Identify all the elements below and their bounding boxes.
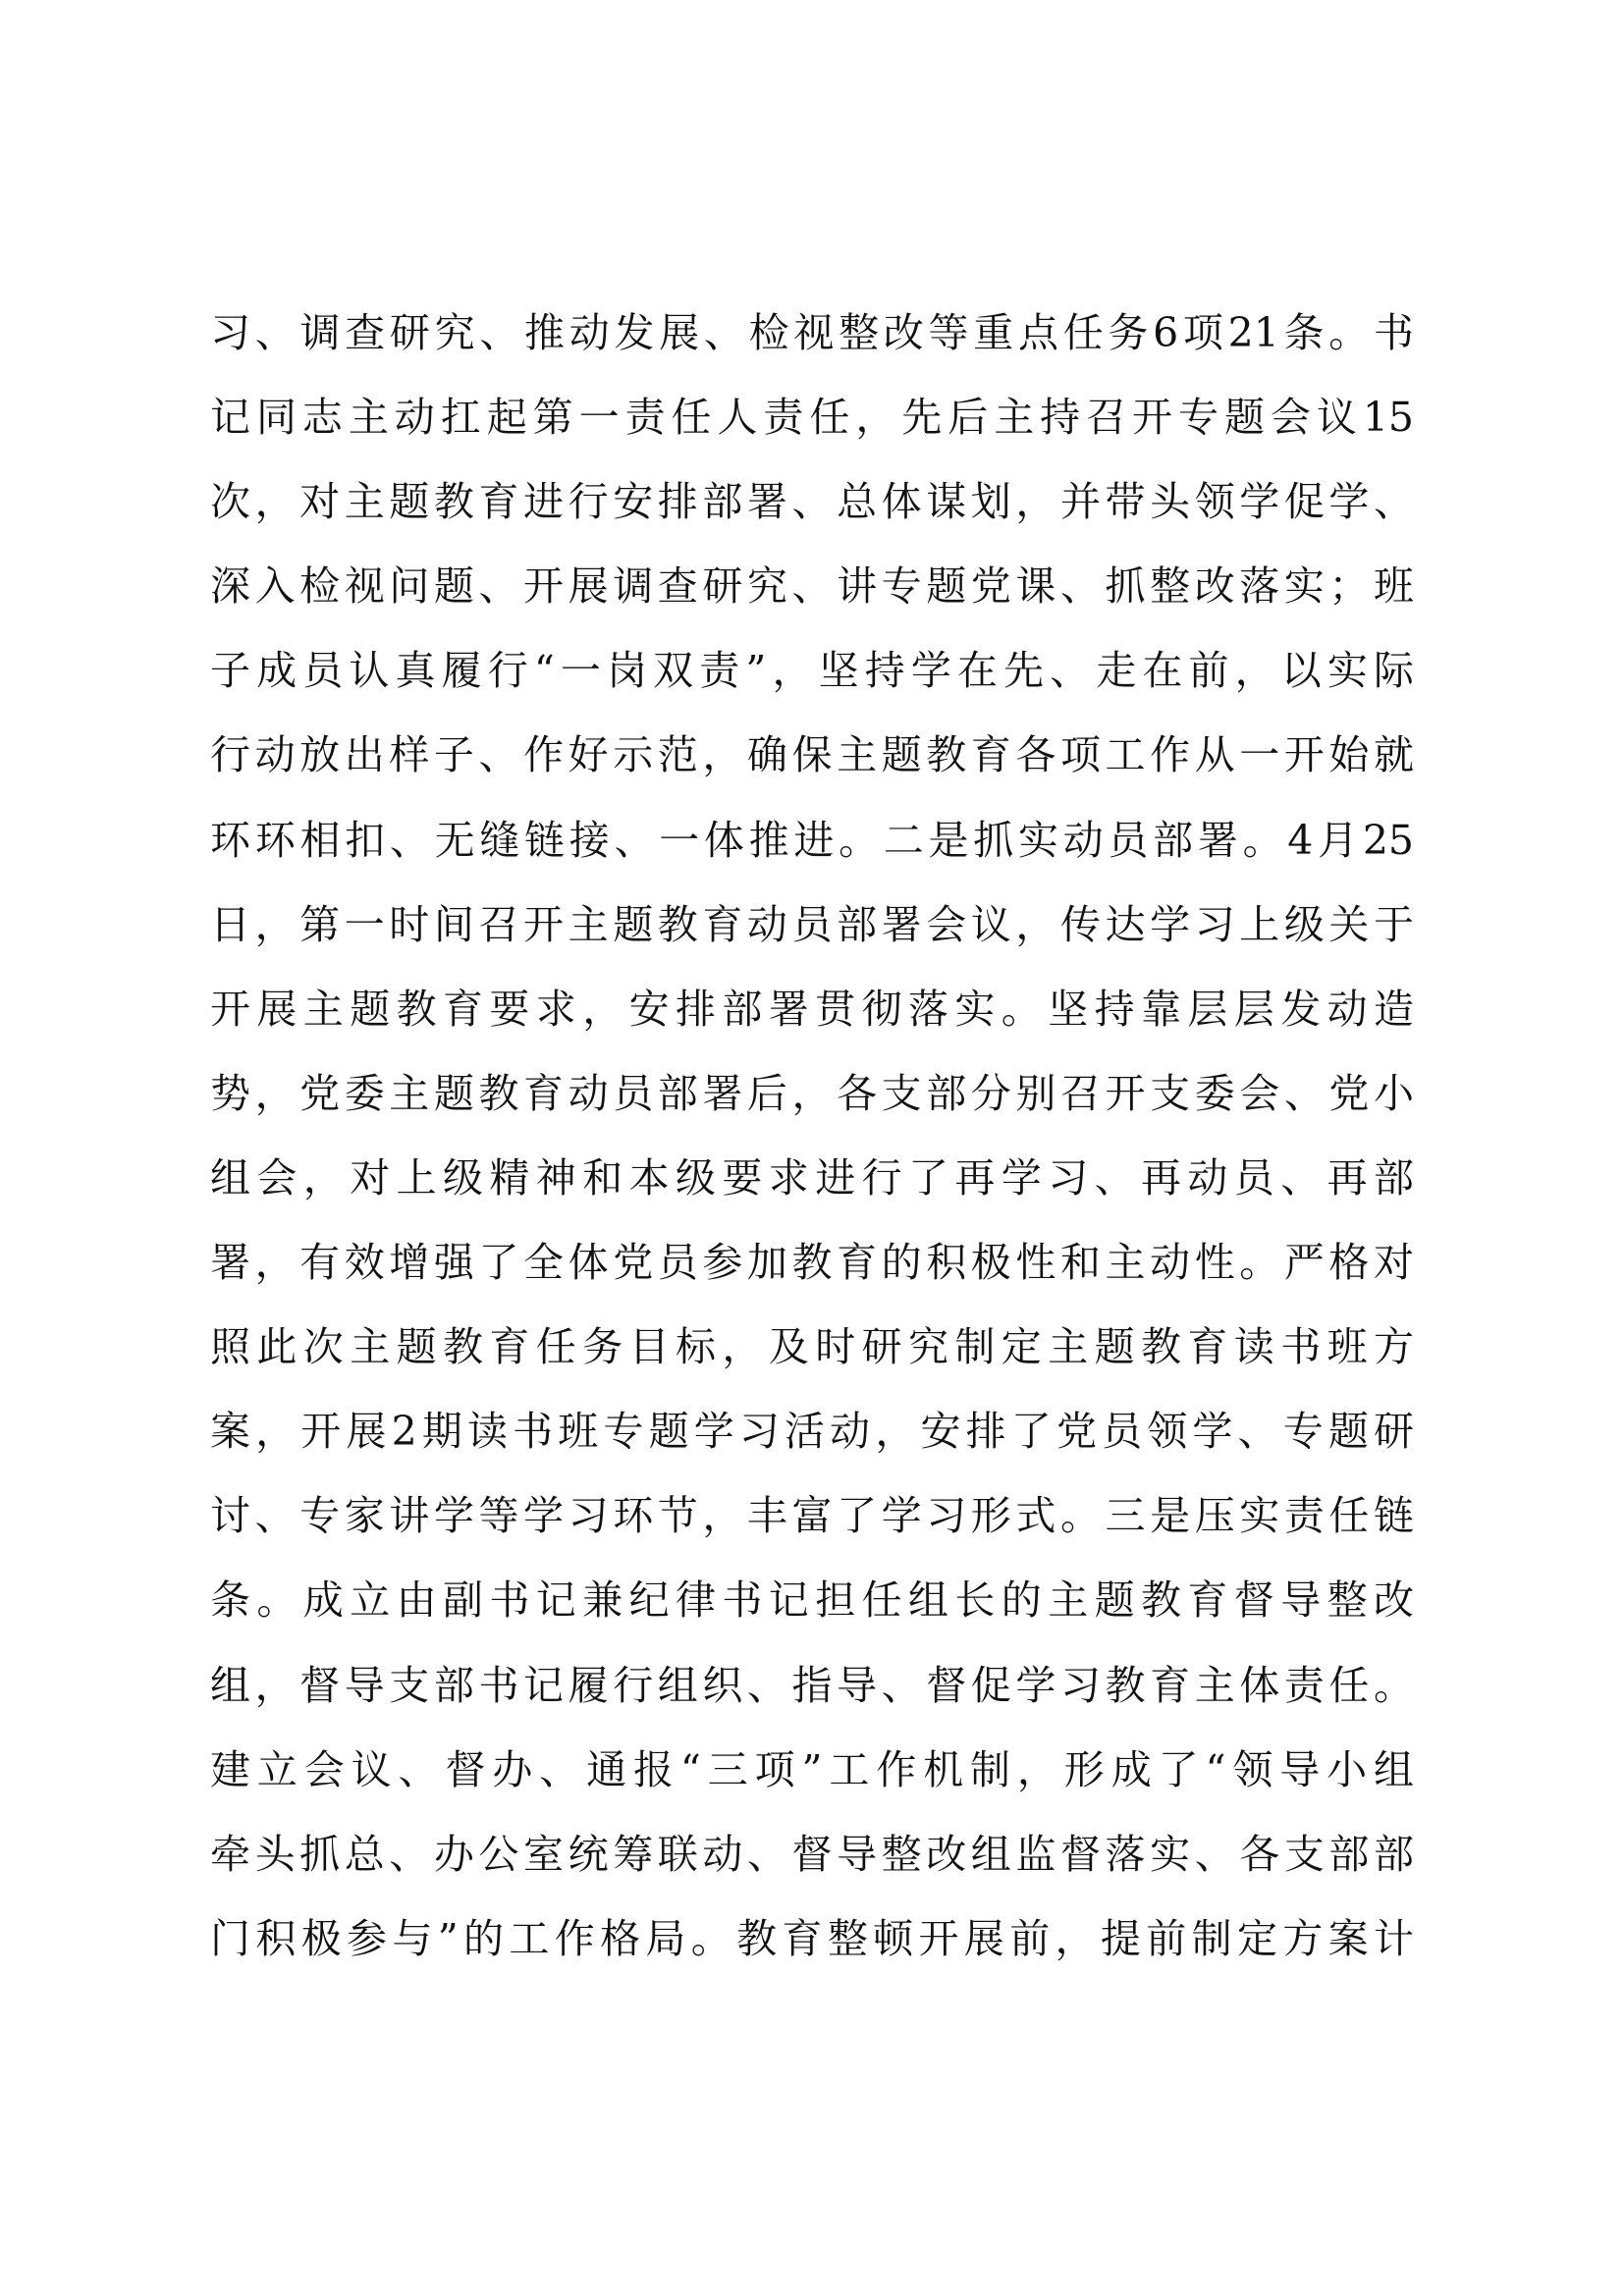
text-line-13: 照此次主题教育任务目标，及时研究制定主题教育读书班方 — [210, 1323, 1414, 1371]
text-line-7: 环环相扣、无缝链接、一体推进。二是抓实动员部署。4月25 — [210, 816, 1414, 864]
text-line-18: 建立会议、督办、通报“三项”工作机制，形成了“领导小组 — [210, 1745, 1414, 1793]
text-line-17: 组，督导支部书记履行组织、指导、督促学习教育主体责任。 — [210, 1661, 1414, 1709]
text-line-4: 深入检视问题、开展调查研究、讲专题党课、抓整改落实；班 — [210, 562, 1414, 611]
text-line-15: 讨、专家讲学等学习环节，丰富了学习形式。三是压实责任链 — [210, 1492, 1414, 1540]
text-line-2: 记同志主动扛起第一责任人责任，先后主持召开专题会议15 — [210, 394, 1414, 442]
body-paragraph — [210, 291, 1414, 1981]
text-line-16: 条。成立由副书记兼纪律书记担任组长的主题教育督导整改 — [210, 1576, 1414, 1625]
text-line-8: 日，第一时间召开主题教育动员部署会议，传达学习上级关于 — [210, 900, 1414, 948]
text-line-3: 次，对主题教育进行安排部署、总体谋划，并带头领学促学、 — [210, 478, 1414, 526]
text-line-19: 牵头抓总、办公室统筹联动、督导整改组监督落实、各支部部 — [210, 1830, 1414, 1878]
text-line-6: 行动放出样子、作好示范，确保主题教育各项工作从一开始就 — [210, 731, 1414, 779]
text-line-11: 组会，对上级精神和本级要求进行了再学习、再动员、再部 — [210, 1153, 1414, 1201]
text-line-9: 开展主题教育要求，安排部署贯彻落实。坚持靠层层发动造 — [210, 985, 1414, 1033]
text-line-14: 案，开展2期读书班专题学习活动，安排了党员领学、专题研 — [210, 1408, 1414, 1456]
text-line-12: 署，有效增强了全体党员参加教育的积极性和主动性。严格对 — [210, 1239, 1414, 1287]
text-line-1: 习、调查研究、推动发展、检视整改等重点任务6项21条。书 — [210, 309, 1414, 356]
text-line-20: 门积极参与”的工作格局。教育整顿开展前，提前制定方案计 — [210, 1914, 1414, 1962]
text-line-10: 势，党委主题教育动员部署后，各支部分别召开支委会、党小 — [210, 1069, 1414, 1117]
text-line-5: 子成员认真履行“一岗双责”，坚持学在先、走在前，以实际 — [210, 647, 1414, 695]
